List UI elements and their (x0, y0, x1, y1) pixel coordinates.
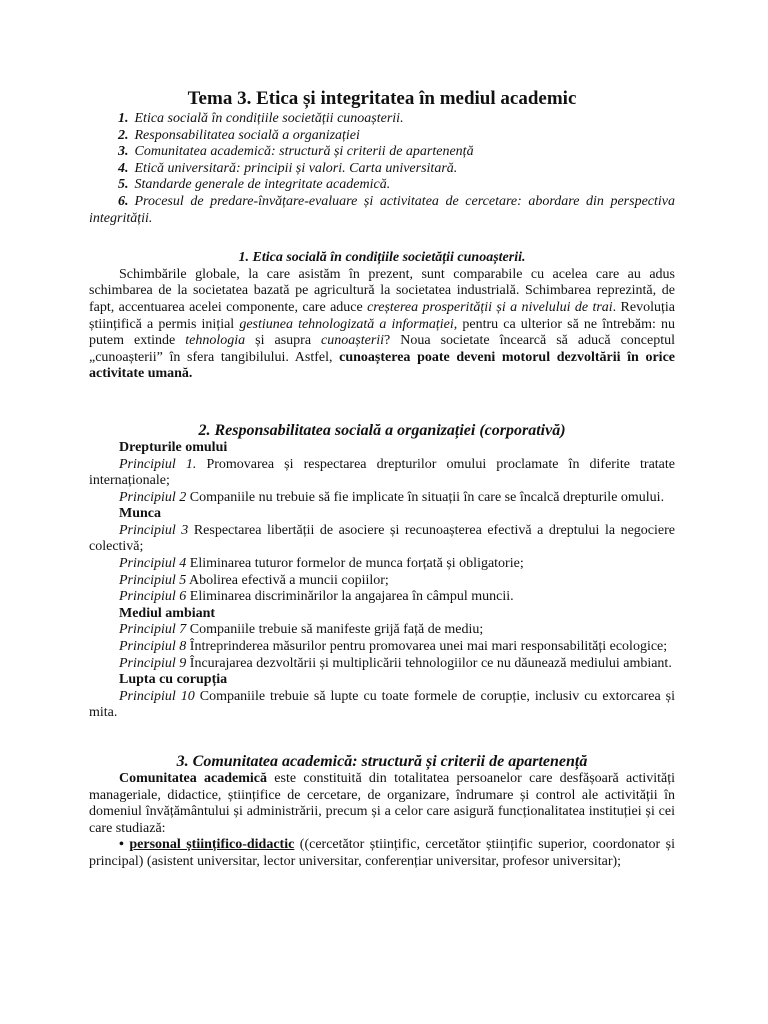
bullet-item: • personal științifico-didactic ((cercetător științific, cercetător științific superior, coordonator și principal) (asistent universitar, lector universitar, conferențiar universitar, profesor universitar); (89, 837, 675, 869)
principle-item: Principiul 7 Companiile trebuie să manifeste grijă față de mediu; (119, 622, 484, 638)
section-3-heading: 3. Comunitatea academică: structură și criterii de apartenență (176, 753, 588, 770)
page-title: Tema 3. Etica și integritatea în mediul academic (187, 88, 577, 109)
toc-item: 6. Procesul de predare-învățare-evaluare și activitatea de cercetare: abordare din perspectiva integrității. (89, 193, 675, 226)
principle-item: Principiul 5 Abolirea efectivă a muncii copiilor; (119, 572, 389, 588)
toc-item: 5. Standarde generale de integritate academică. (118, 177, 391, 193)
principle-item: Principiul 8 Întreprinderea măsurilor pentru promovarea unei mai mari responsabilități ecologice; (119, 639, 668, 655)
group-heading-environment: Mediul ambiant (119, 605, 216, 621)
section-3-paragraph: Comunitatea academică este constituită din totalitatea persoanelor care desfășoară activități manageriale, didactice, științifice de cercetare, de organizare, îndrumare și control ale activității în domeniul învățământului și administrării, precum și a celor care asigură funcționalitatea instituției și cei care studiază: (89, 771, 675, 836)
toc-item: 3. Comunitatea academică: structură și criterii de apartenență (118, 144, 474, 160)
group-heading-human-rights: Drepturile omului (119, 439, 228, 455)
toc-item: 4. Etică universitară: principii și valori. Carta universitară. (118, 160, 458, 176)
principle-item: Principiul 4 Eliminarea tuturor formelor de munca forțată și obligatorie; (119, 556, 524, 572)
principle-item: Principiul 9 Încurajarea dezvoltării și multiplicării tehnologiilor ce nu dăunează mediului ambiant. (119, 655, 672, 671)
group-heading-anti-corruption: Lupta cu corupția (119, 672, 228, 688)
section-1-paragraph: Schimbările globale, la care asistăm în prezent, sunt comparabile cu acelea care au adus schimbarea de la societatea bazată pe agricultură la societatea industrială. Schimbarea reprezintă, de fapt, accentuarea acelei componente, care aduce creșterea prosperității și a nivelului de trai. Revoluția științifică a permis inițial gestiunea tehnologizată a informației, pentru ca ulterior să ne întrebăm: nu putem extinde tehnologia și asupra cunoașterii? Noua societate încearcă să aducă conceptul „cunoașterii” în sfera tangibilului. Astfel, cunoașterea poate deveni motorul dezvoltării în orice activitate umană. (89, 266, 675, 382)
toc-item: 2. Responsabilitatea socială a organizației (118, 127, 360, 143)
group-heading-labour: Munca (119, 506, 161, 522)
toc-item: 1. Etica socială în condițiile societății cunoașterii. (118, 111, 404, 126)
principle-item: Principiul 1. Promovarea și respectarea drepturilor omului proclamate în diferite tratate internaționale; (89, 456, 675, 489)
section-1-heading: 1. Etica socială în condițiile societății cunoașterii. (238, 250, 526, 266)
document-body (89, 88, 675, 871)
principle-item: Principiul 6 Eliminarea discriminărilor la angajarea în câmpul muncii. (119, 589, 514, 605)
principle-item: Principiul 2 Companiile nu trebuie să fie implicate în situații în care se încalcă drepturile omului. (119, 489, 665, 505)
section-2-heading: 2. Responsabilitatea socială a organizației (corporativă) (198, 421, 566, 439)
table-of-contents (89, 111, 675, 227)
principle-item: Principiul 10 Companiile trebuie să lupte cu toate formele de corupție, inclusiv cu extorcarea și mita. (89, 688, 675, 721)
principle-item: Principiul 3 Respectarea libertății de asociere și recunoașterea efectivă a dreptului la negociere colectivă; (89, 522, 675, 555)
